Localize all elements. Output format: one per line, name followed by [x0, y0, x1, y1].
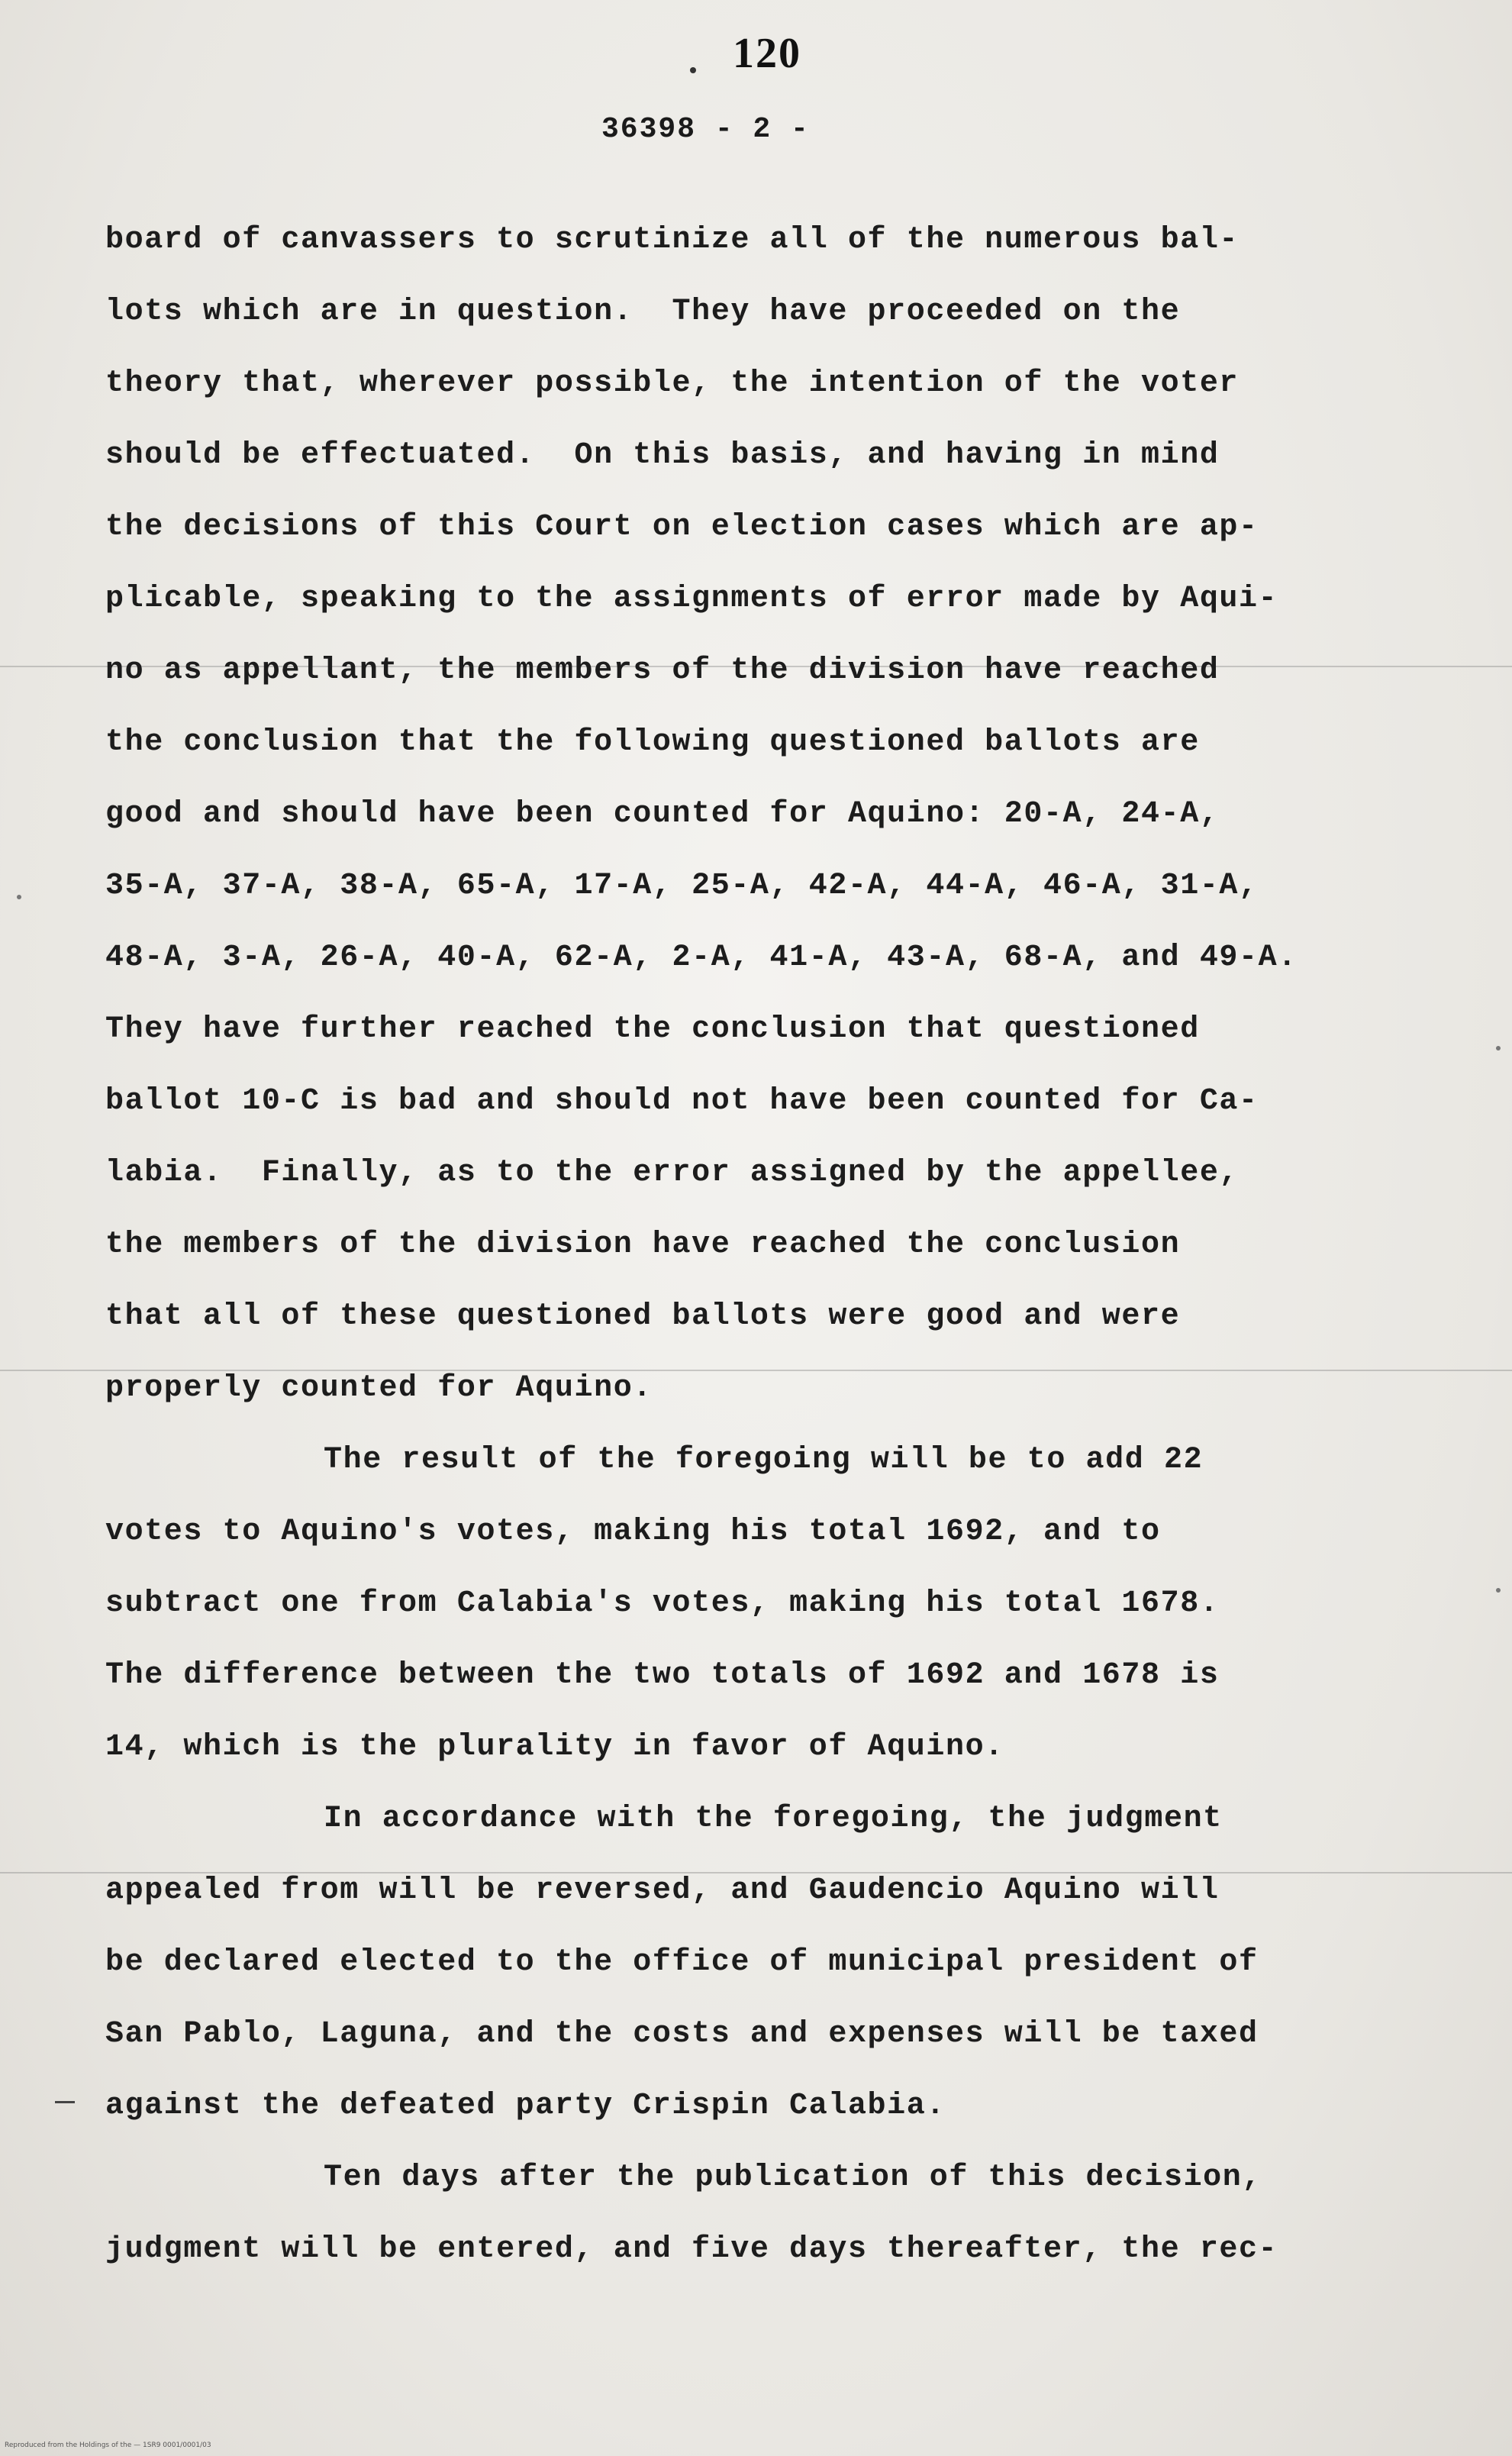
text-line: 48-A, 3-A, 26-A, 40-A, 62-A, 2-A, 41-A, 43-A, 68-A, and 49-A. [105, 941, 1298, 975]
scan-speck [1496, 1046, 1501, 1050]
text-line: board of canvassers to scrutinize all of the numerous bal- [105, 223, 1240, 257]
text-line: labia. Finally, as to the error assigned by the appellee, [105, 1156, 1240, 1190]
text-line: They have further reached the conclusion that questioned [105, 1012, 1200, 1047]
text-line: against the defeated party Crispin Calabia. [105, 2089, 946, 2123]
paragraph-start-line: Ten days after the publication of this decision, [324, 2161, 1262, 2195]
case-number: 36398 - 2 - [601, 113, 810, 146]
text-line: lots which are in question. They have proceeded on the [105, 295, 1181, 329]
text-line: San Pablo, Laguna, and the costs and expenses will be taxed [105, 2017, 1259, 2051]
text-line: plicable, speaking to the assignments of error made by Aqui- [105, 582, 1278, 616]
margin-dash [55, 2101, 75, 2103]
scan-speck [1496, 1588, 1501, 1593]
archive-stamp: Reproduced from the Holdings of the — 1SR9 0001/0001/03 [5, 2441, 211, 2449]
text-line: The difference between the two totals of 1692 and 1678 is [105, 1658, 1220, 1693]
text-line: the conclusion that the following questioned ballots are [105, 725, 1200, 760]
text-line: no as appellant, the members of the division have reached [105, 654, 1220, 688]
scan-speck [17, 895, 21, 899]
text-line: the decisions of this Court on election cases which are ap- [105, 510, 1259, 544]
text-line: judgment will be entered, and five days thereafter, the rec- [105, 2232, 1278, 2267]
document-body [105, 205, 1433, 2286]
text-line: be declared elected to the office of municipal president of [105, 1945, 1259, 1980]
text-line: ballot 10-C is bad and should not have been counted for Ca- [105, 1084, 1259, 1118]
text-line: 35-A, 37-A, 38-A, 65-A, 17-A, 25-A, 42-A, 44-A, 46-A, 31-A, [105, 869, 1259, 903]
ink-dot [690, 67, 696, 73]
text-line: the members of the division have reached the conclusion [105, 1228, 1181, 1262]
text-line: theory that, wherever possible, the intention of the voter [105, 366, 1240, 401]
text-line: properly counted for Aquino. [105, 1371, 653, 1406]
text-line: good and should have been counted for Aquino: 20-A, 24-A, [105, 797, 1220, 831]
text-line: that all of these questioned ballots were good and were [105, 1299, 1181, 1334]
text-line: subtract one from Calabia's votes, making his total 1678. [105, 1586, 1220, 1621]
text-line: should be effectuated. On this basis, and having in mind [105, 438, 1220, 473]
paragraph-start-line: In accordance with the foregoing, the judgment [324, 1802, 1223, 1836]
page-number: 120 [733, 30, 801, 77]
text-line: appealed from will be reversed, and Gaudencio Aquino will [105, 1873, 1220, 1908]
text-line: votes to Aquino's votes, making his total 1692, and to [105, 1515, 1161, 1549]
paragraph-start-line: The result of the foregoing will be to add 22 [324, 1443, 1204, 1477]
text-line: 14, which is the plurality in favor of Aquino. [105, 1730, 1004, 1764]
